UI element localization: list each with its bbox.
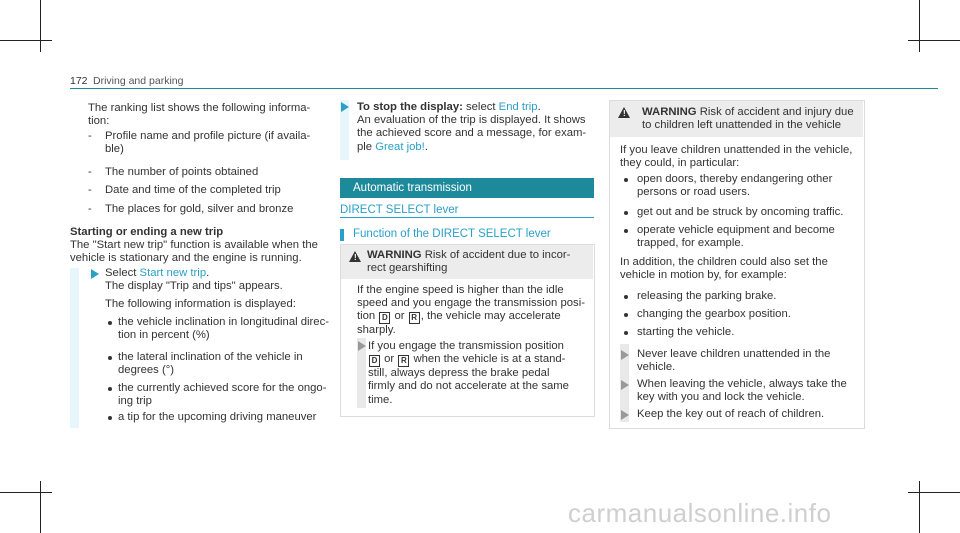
warning-step: When leaving the vehicle, always take the key with you and lock the vehicle.: [637, 378, 847, 404]
list-item: changing the gearbox position.: [637, 308, 791, 320]
page-number: 172: [70, 75, 88, 87]
list-item: the lateral inclination of the vehicle in degrees (°): [118, 351, 303, 377]
step-arrow-icon: [621, 410, 629, 420]
key-r-icon: R: [409, 312, 420, 324]
section-banner: Automatic transmission: [340, 178, 594, 198]
bullet-icon: [108, 356, 112, 360]
info-line: The following information is displayed:: [105, 298, 296, 310]
function-title: Function of the DIRECT SELECT lever: [353, 228, 551, 240]
warning-triangle-icon: !: [349, 251, 361, 262]
list-item: operate vehicle equipment and become trapped, for example.: [637, 224, 835, 250]
list-item: Profile name and profile picture (if availa- ble): [105, 130, 311, 156]
paragraph: The "Start new trip" function is available when the vehicle is stationary and the engine is running.: [70, 239, 318, 265]
list-item: starting the vehicle.: [637, 326, 735, 338]
stop-display-text: To stop the display: select End trip. An evaluation of the trip is displayed. It shows the achieved score and a message, for exam- ple Great job!.: [357, 101, 587, 153]
paragraph: In addition, the children could also set the vehicle in motion by, for example:: [620, 256, 828, 282]
list-item: a tip for the upcoming driving maneuver: [118, 411, 317, 423]
link-great-job[interactable]: Great job!: [375, 140, 425, 153]
key-d-icon: D: [369, 355, 380, 367]
list-item: open doors, thereby endangering other persons or road users.: [637, 173, 833, 199]
bullet-icon: [624, 313, 628, 317]
paragraph: If you leave children unattended in the vehicle, they could, in particular:: [620, 144, 853, 170]
list-item: The places for gold, silver and bronze: [105, 203, 294, 215]
step-arrow-icon: [358, 341, 366, 351]
section-title: Driving and parking: [93, 75, 184, 87]
step-bar: [70, 268, 79, 428]
bullet-icon: [624, 331, 628, 335]
warning-step: Keep the key out of reach of children.: [637, 408, 825, 420]
bullet-icon: [108, 387, 112, 391]
subheading: DIRECT SELECT lever: [340, 204, 459, 216]
key-d-icon: D: [379, 312, 390, 324]
list-item: get out and be struck by oncoming traffic.: [637, 206, 844, 218]
bullet-icon: [624, 211, 628, 215]
bullet-icon: [108, 321, 112, 325]
list-item: the vehicle inclination in longitudinal direc- tion in percent (%): [118, 316, 330, 342]
link-end-trip[interactable]: End trip: [498, 101, 538, 113]
list-item: releasing the parking brake.: [637, 290, 777, 302]
warning-step: Never leave children unattended in the vehicle.: [637, 348, 831, 374]
list-item: The number of points obtained: [105, 166, 259, 178]
warning-title: WARNING Risk of accident due to incor- rect gearshifting: [367, 249, 571, 275]
warning-title: WARNING Risk of accident and injury due to children left unattended in the vehicle: [642, 106, 854, 132]
step-arrow-icon: [621, 350, 629, 360]
bullet-icon: [624, 295, 628, 299]
warning-text: If the engine speed is higher than the idle speed and you engage the transmission posi- tion D or R , the vehicle may accelerate sharply.: [357, 284, 585, 337]
step-arrow-icon: [91, 269, 99, 279]
bullet-icon: [624, 229, 628, 233]
watermark: carmanualsonline.info: [568, 498, 832, 528]
function-marker: [340, 229, 344, 241]
step-arrow-icon: [621, 380, 629, 390]
list-item: the currently achieved score for the ongo- ing trip: [118, 382, 327, 408]
list-item: Date and time of the completed trip: [105, 184, 281, 196]
intro-text: The ranking list shows the following informa- tion:: [88, 102, 311, 128]
section-heading: Starting or ending a new trip: [70, 226, 224, 238]
key-r-icon: R: [398, 355, 409, 367]
step-text: Select Start new trip. The display "Trip and tips" appears.: [105, 267, 283, 293]
warning-triangle-icon: !: [618, 107, 630, 118]
step-arrow-icon: [341, 102, 349, 112]
bullet-icon: [624, 178, 628, 182]
link-start-new-trip[interactable]: Start new trip: [139, 267, 207, 279]
warning-step: If you engage the transmission position D or R when the vehicle is at a stand- still, always depress the brake pedal firmly and do not accelerate at the same time.: [368, 340, 569, 406]
bullet-icon: [108, 416, 112, 420]
